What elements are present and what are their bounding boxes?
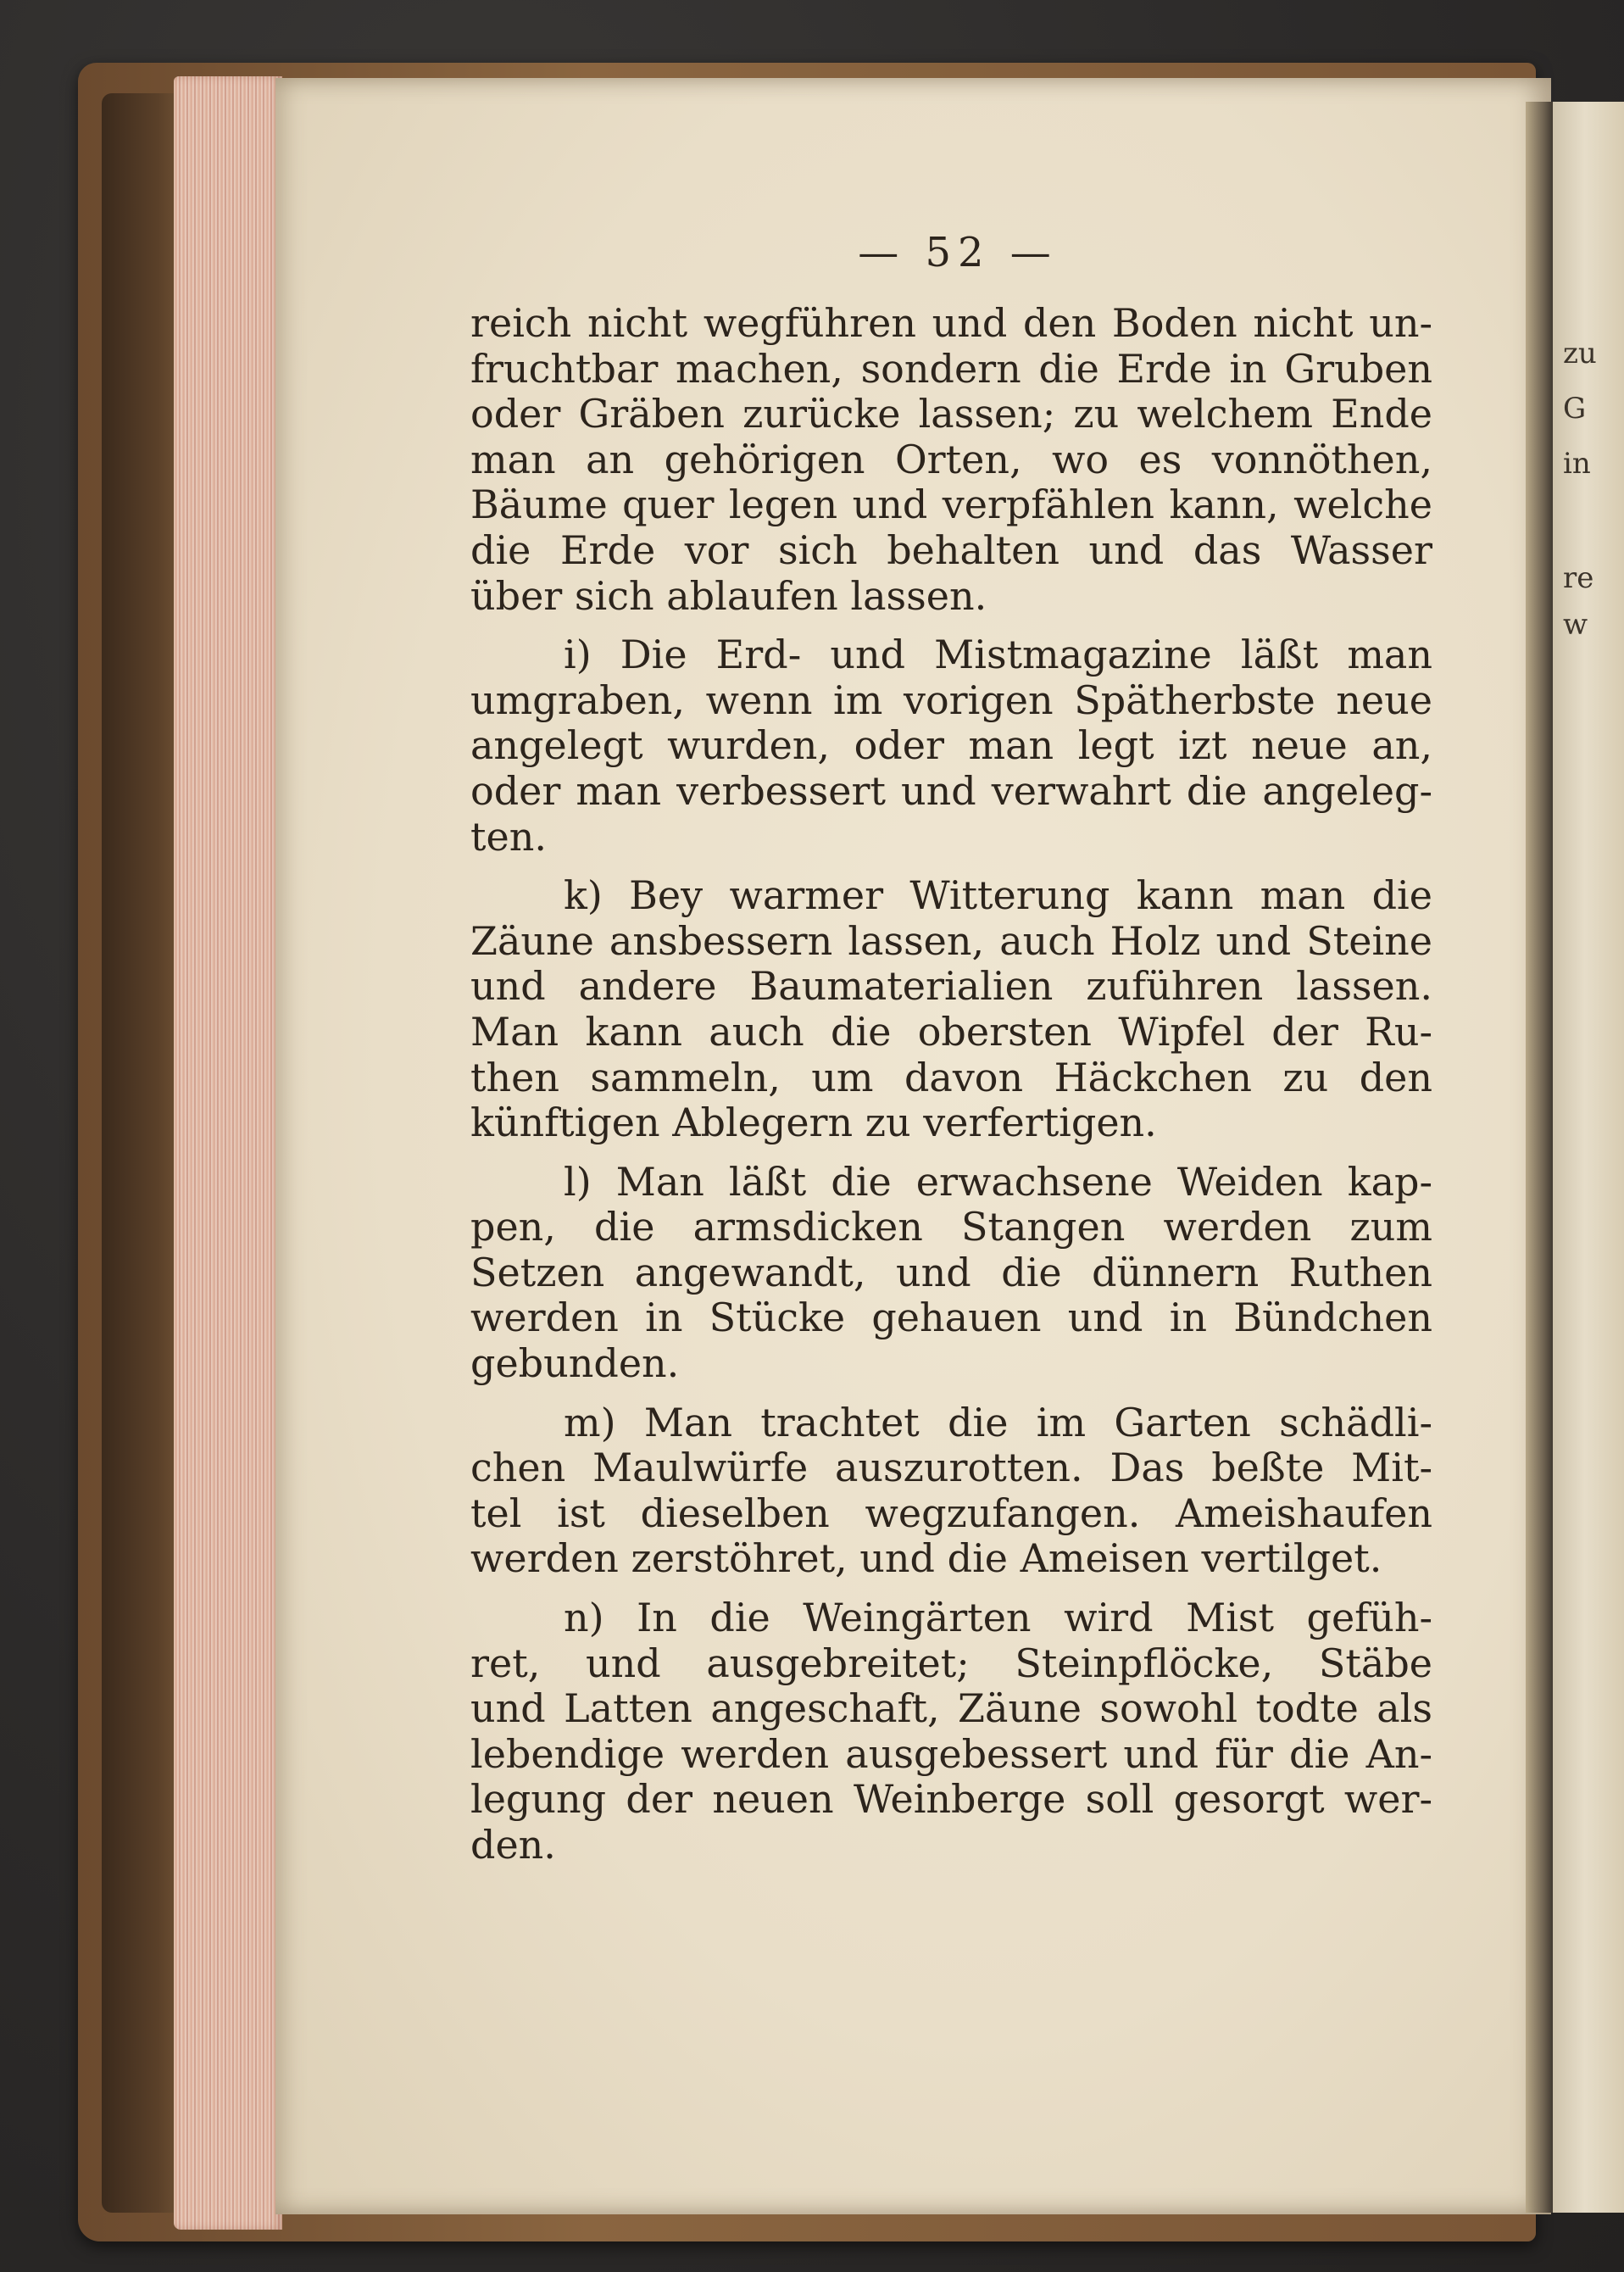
paragraph-l xyxy=(470,1160,1432,1387)
text-line: künftigen Ablegern zu verfertigen. xyxy=(470,1100,1157,1146)
page-number: — 52 — xyxy=(858,229,1058,276)
page-gutter xyxy=(1526,102,1556,2213)
paragraph-continuation xyxy=(470,301,1432,619)
text-line: n) In die Weingärten wird Mist gefüh- xyxy=(564,1595,1432,1641)
text-line: ten. xyxy=(470,813,547,860)
text-line: fruchtbar machen, sondern die Erde in Gruben xyxy=(470,345,1432,392)
text-line: k) Bey warmer Witterung kann man die xyxy=(564,872,1432,919)
text-line: pen, die armsdicken Stangen werden zum xyxy=(470,1204,1432,1250)
facing-page-fragment: G xyxy=(1563,392,1587,426)
text-line: reich nicht wegführen und den Boden nicht un- xyxy=(470,300,1432,346)
page-edges xyxy=(174,76,282,2230)
text-line: und Latten angeschaft, Zäune sowohl todte als xyxy=(470,1685,1432,1732)
text-line: legung der neuen Weinberge soll gesorgt wer- xyxy=(470,1776,1432,1823)
text-line: ret, und ausgebreitet; Steinpflöcke, Stäbe xyxy=(470,1640,1432,1686)
text-line: werden zerstöhret, und die Ameisen vertilget. xyxy=(470,1535,1382,1582)
text-line: die Erde vor sich behalten und das Wasser xyxy=(470,526,1432,573)
text-line: und andere Baumaterialien zuführen lassen. xyxy=(470,963,1432,1010)
text-line: gebunden. xyxy=(470,1340,680,1387)
facing-page-fragment: w xyxy=(1563,608,1588,642)
text-line: Bäume quer legen und verpfählen kann, welche xyxy=(470,482,1432,528)
text-line: m) Man trachtet die im Garten schädli- xyxy=(564,1399,1432,1445)
text-line: Man kann auch die obersten Wipfel der Ru- xyxy=(470,1008,1432,1055)
text-line: oder Gräben zurücke lassen; zu welchem Ende xyxy=(470,391,1432,437)
paragraph-k xyxy=(470,873,1432,1146)
text-line: then sammeln, um davon Häckchen zu den xyxy=(470,1054,1432,1100)
text-line: Setzen angewandt, und die dünnern Ruthen xyxy=(470,1249,1432,1295)
paragraph-n xyxy=(470,1595,1432,1868)
text-line: den. xyxy=(470,1822,556,1868)
text-line: Zäune ansbessern lassen, auch Holz und Steine xyxy=(470,917,1432,964)
facing-page-fragment: re xyxy=(1563,561,1594,595)
paragraph-m xyxy=(470,1401,1432,1582)
text-line: lebendige werden ausgebessert und für die An- xyxy=(470,1730,1432,1777)
text-line: oder man verbessert und verwahrt die angeleg- xyxy=(470,767,1432,814)
text-line: i) Die Erd- und Mistmagazine läßt man xyxy=(564,632,1432,678)
text-line: l) Man läßt die erwachsene Weiden kap- xyxy=(564,1158,1432,1205)
paragraph-i xyxy=(470,632,1432,860)
facing-page-edge xyxy=(1553,102,1624,2213)
page-text xyxy=(470,301,1432,1868)
text-line: chen Maulwürfe auszurotten. Das beßte Mit- xyxy=(470,1445,1432,1491)
text-line: werden in Stücke gehauen und in Bündchen xyxy=(470,1295,1432,1341)
text-line: man an gehörigen Orten, wo es vonnöthen, xyxy=(470,436,1432,482)
text-line: über sich ablaufen lassen. xyxy=(470,572,987,619)
text-line: tel ist dieselben wegzufangen. Ameishaufen xyxy=(470,1490,1432,1536)
text-line: angelegt wurden, oder man legt izt neue an, xyxy=(470,722,1432,769)
text-line: umgraben, wenn im vorigen Spätherbste neue xyxy=(470,677,1432,723)
facing-page-fragment: in xyxy=(1563,447,1591,481)
facing-page-fragment: zu xyxy=(1563,337,1597,370)
